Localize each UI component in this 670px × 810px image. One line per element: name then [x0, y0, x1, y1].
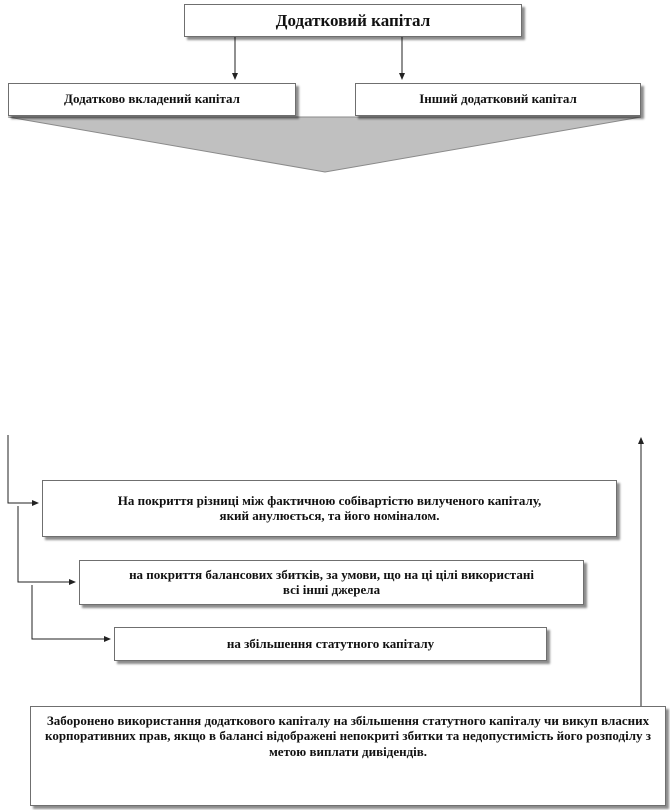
use-text-1b: який анулюється, та його номіналом.	[219, 507, 440, 523]
use-text-2a: на покриття балансових збитків, за умови, що на ці цілі використані	[129, 566, 534, 582]
use-text-1a: На покриття різниці між фактичною собівартістю вилученого капіталу,	[117, 492, 542, 508]
connector-to-use-1	[8, 435, 38, 503]
branch-box-other-additional	[355, 83, 641, 116]
use-box-cover-difference	[42, 480, 617, 537]
use-text-2b: всі інші джерела	[282, 581, 381, 597]
use-text-3: на збільшення статутного капіталу	[226, 635, 435, 651]
diagram-title: Додатковий капітал	[275, 10, 431, 30]
diagram-title-box	[184, 4, 522, 37]
branch-label-added-invested: Додатково вкладений капітал	[64, 91, 240, 107]
use-box-increase-capital	[114, 627, 547, 661]
use-box-cover-losses	[79, 560, 584, 605]
prohibition-box	[30, 706, 666, 806]
funnel-shape	[8, 117, 641, 172]
prohibition-text: Заборонено використання додаткового капіталу на збільшення статутного капіталу чи викуп власних корпоративних прав, якщо в балансі відображені непокриті збитки та недопустимість його розподілу з метою виплати дивідендів.	[45, 713, 651, 759]
branch-box-added-invested	[8, 83, 296, 116]
branch-label-other-additional: Інший додатковий капітал	[419, 91, 577, 107]
